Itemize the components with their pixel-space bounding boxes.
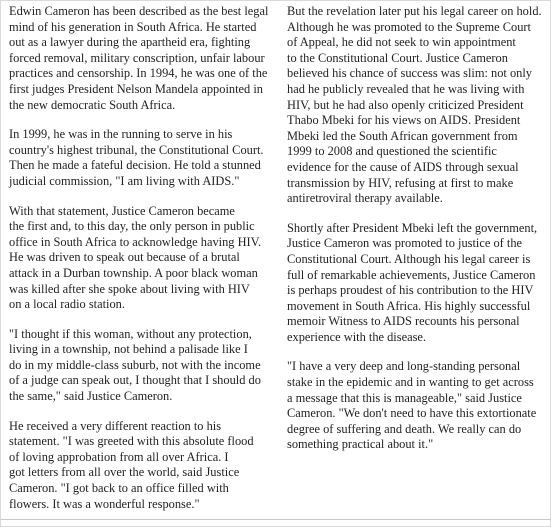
paragraph-quote-epidemic: "I have a very deep and long-standing personal stake in the epidemic and in wanting to get across a message that this is manageable," said Justice Cameron. "We don't need to have this extortionate degree of suffering and death. We really can do something practical about it." [287,359,537,452]
left-column [9,4,273,526]
paragraph-revelation: But the revelation later put his legal career on hold. Although he was promoted to the Supreme Court of Appeal, he did not seek to win appointment to the Constitutional Court. Justice Cameron believed his chance of success was slim: not only had he publicly revealed that he was living with HIV, but he had also openly criticized President Thabo Mbeki for his views on AIDS. President Mbeki led the South African government from 1999 to 2008 and questioned the scientific evidence for the cause of AIDS through sexual transmission by HIV, refusing at first to make antiretroviral therapy available. [287,4,542,206]
bottom-divider [1,519,550,520]
paragraph-promotion: Shortly after President Mbeki left the government, Justice Cameron was promoted to justice of the Constitutional Court. Although his legal career is full of remarkable achievements, Justice Cameron is perhaps proudest of his contribution to the HIV movement in South Africa. His highly successful memoir Witness to AIDS recounts his personal experience with the disease. [287,220,538,344]
paragraph-1999: In 1999, he was in the running to serve in his country's highest tribunal, the Constitutional Court. Then he made a fateful decision. He told a stunned judicial commission, "I am living with AIDS." [9,127,264,188]
paragraph-quote-woman: "I thought if this woman, without any protection, living in a township, not behind a palisade like I do in my middle-class suburb, not with the income of a judge can speak out, I thought that I should do the same," said Justice Cameron. [9,326,261,404]
paragraph-reaction: He received a very different reaction to his statement. "I was greeted with this absolute flood of loving approbation from all over Africa. I got letters from all over the world, said Justice Cameron. "I got back to an office filled with flowers. It was a wonderful response." [9,418,254,511]
paragraph-intro: Edwin Cameron has been described as the best legal mind of his generation in South Africa. He started out as a lawyer during the apartheid era, fighting forced removal, military conscription, unfair labour practices and censorship. In 1994, he was one of the first judges President Nelson Mandela appointed in the new democratic South Africa. [9,4,269,112]
right-column [287,4,545,467]
paragraph-statement: With that statement, Justice Cameron became the first and, to this day, the only person in public office in South Africa to acknowledge having HIV. He was driven to speak out because of a brutal attack in a Durban township. A poor black woman was killed after she spoke about living with HIV on a local radio station. [9,203,262,312]
